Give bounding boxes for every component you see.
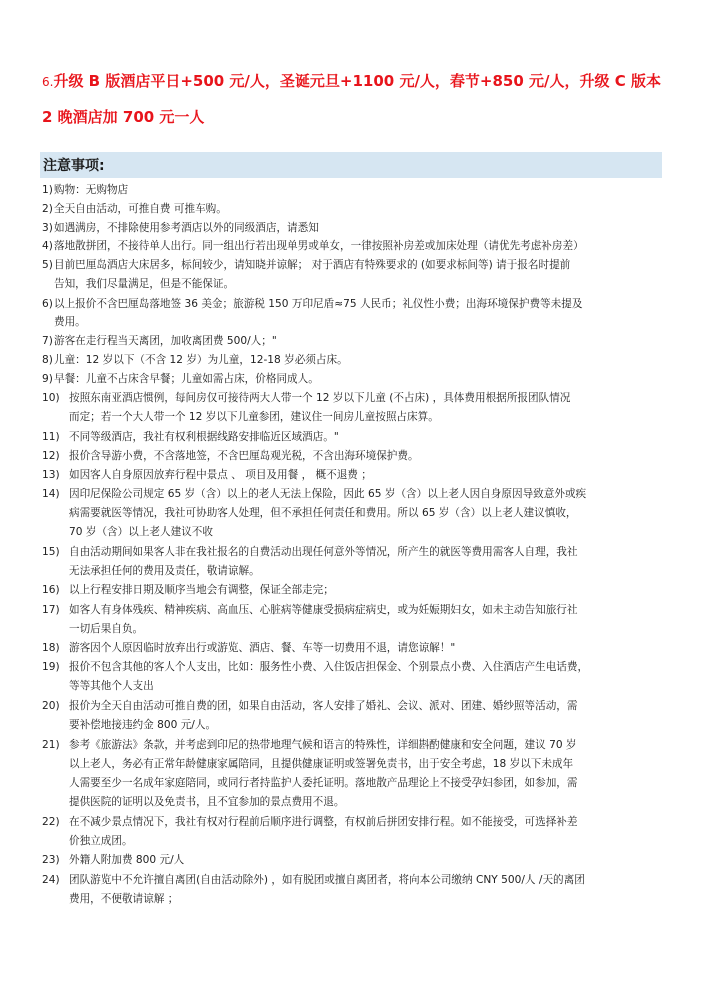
- note-text-line: 早餐：儿童不占床含早餐；儿童如需占床，价格同成人。: [54, 373, 319, 385]
- note-number: 2): [42, 203, 53, 215]
- note-text-line: 一切后果自负。: [69, 623, 144, 635]
- notes-title: 注意事项:: [43, 158, 105, 174]
- note-text-line: 目前巴厘岛酒店大床居多，标间较少，请知晓并谅解； 对于酒店有特殊要求的 (如要求标间等) 请于报名时提前: [54, 259, 571, 271]
- note-number: 20): [42, 700, 60, 712]
- upgrade-line-1: [42, 70, 672, 93]
- note-text-line: 以上老人，务必有正常年龄健康家属陪同，且提供健康证明或签署免责书，出于安全考虑，18 岁以下未成年: [69, 758, 574, 770]
- note-text-line: 等等其他个人支出: [69, 680, 154, 692]
- note-text-line: 如因客人自身原因放弃行程中景点 、 项目及用餐 ， 概不退费 ；: [69, 469, 372, 481]
- note-number: 21): [42, 739, 60, 751]
- note-text-line: 购物：无购物店: [54, 184, 129, 196]
- note-number: 12): [42, 450, 60, 462]
- note-text-line: 自由活动期间如果客人非在我社报名的自费活动出现任何意外等情况，所产生的就医等费用需客人自理，我社: [69, 546, 578, 558]
- note-text-line: 报价为全天自由活动可推自费的团，如果自由活动，客人安排了婚礼、会议、派对、团建、婚纱照等活动，需: [69, 700, 578, 712]
- note-number: 9): [42, 373, 53, 385]
- note-number: 15): [42, 546, 60, 558]
- note-text-line: 病需要就医等情况，我社可协助客人处理，但不承担任何责任和费用。所以 65 岁（含）以上老人建议慎收，: [69, 507, 577, 519]
- note-text-line: 要补偿地接违约金 800 元/人。: [69, 719, 217, 731]
- note-text-line: 游客因个人原因临时放弃出行或游览、酒店、餐、车等一切费用不退，请您谅解！": [69, 642, 456, 654]
- note-text-line: 人需要至少一名成年家庭陪同，或同行者持监护人委托证明。落地散产品理论上不接受孕妇参团，如参加，需: [69, 777, 578, 789]
- note-text-line: 不同等级酒店，我社有权利根据线路安排临近区域酒店。": [69, 431, 339, 443]
- note-number: 16): [42, 584, 60, 596]
- note-text-line: 团队游览中不允许擅自离团(自由活动除外) ，如有脱团或擅自离团者，将向本公司缴纳 CNY 500/人 /天的离团: [69, 874, 585, 886]
- note-text-line: 提供医院的证明以及免责书，且不宜参加的景点费用不退。: [69, 796, 345, 808]
- note-text-line: 无法承担任何的费用及责任，敬请谅解。: [69, 565, 260, 577]
- note-number: 6): [42, 298, 53, 310]
- note-text-line: 游客在走行程当天离团，加收离团费 500/人；": [54, 335, 277, 347]
- note-text-line: 如遇满房，不排除使用参考酒店以外的同级酒店，请悉知: [54, 222, 319, 234]
- note-text-line: 参考《旅游法》条款，并考虑到印尼的热带地理气候和语言的特殊性，详细斟酌健康和安全问题，建议 70 岁: [69, 739, 577, 751]
- note-number: 11): [42, 431, 60, 443]
- upgrade-number: 6.: [42, 75, 54, 89]
- note-text-line: 因印尼保险公司规定 65 岁（含）以上的老人无法上保险，因此 65 岁（含）以上老人因自身原因导致意外或疾: [69, 488, 587, 500]
- note-number: 5): [42, 259, 53, 271]
- note-number: 3): [42, 222, 53, 234]
- note-text-line: 以上报价不含巴厘岛落地签 36 美金；旅游税 150 万印尼盾≈75 人民币；礼仪性小费；出海环境保护费等未提及: [54, 298, 583, 310]
- notes-header-bar: [40, 152, 662, 178]
- note-text-line: 全天自由活动，可推自费 可推车购。: [54, 203, 227, 215]
- note-number: 17): [42, 604, 60, 616]
- note-text-line: 价独立成团。: [69, 835, 133, 847]
- note-text-line: 落地散拼团，不接待单人出行。同一组出行若出现单男或单女，一律按照补房差或加床处理（请优先考虑补房差）: [54, 240, 584, 252]
- note-number: 13): [42, 469, 60, 481]
- note-number: 19): [42, 661, 60, 673]
- note-number: 22): [42, 816, 60, 828]
- note-number: 18): [42, 642, 60, 654]
- note-text-line: 外籍人附加费 800 元/人: [69, 854, 185, 866]
- note-text-line: 儿童：12 岁以下（不含 12 岁）为儿童，12-18 岁必须占床。: [54, 354, 348, 366]
- note-text-line: 按照东南亚酒店惯例，每间房仅可接待两大人带一个 12 岁以下儿童 (不占床) ，具体费用根据所报团队情况: [69, 392, 571, 404]
- note-number: 14): [42, 488, 60, 500]
- note-text-line: 而定；若一个大人带一个 12 岁以下儿童参团，建议住一间房儿童按照占床算。: [69, 411, 439, 423]
- note-text-line: 告知，我们尽量满足，但是不能保证。: [54, 278, 235, 290]
- upgrade-text-2: 2 晚酒店加 700 元一人: [42, 108, 205, 126]
- note-number: 7): [42, 335, 53, 347]
- upgrade-text-1: 升级 B 版酒店平日+500 元/人，圣诞元旦+1100 元/人，春节+850 元/人，升级 C 版本: [53, 72, 661, 90]
- note-text-line: 在不减少景点情况下，我社有权对行程前后顺序进行调整，有权前后拼团安排行程。如不能接受，可选择补差: [69, 816, 578, 828]
- note-number: 10): [42, 392, 60, 404]
- note-text-line: 报价不包含其他的客人个人支出，比如：服务性小费、入住饭店担保金、个别景点小费、入住酒店产生电话费，: [69, 661, 589, 673]
- note-text-line: 费用。: [54, 316, 86, 328]
- note-number: 1): [42, 184, 53, 196]
- note-text-line: 报价含导游小费，不含落地签，不含巴厘岛观光税，不含出海环境保护费。: [69, 450, 419, 462]
- note-text-line: 如客人有身体残疾、精神疾病、高血压、心脏病等健康受损病症病史，或为妊娠期妇女，如未主动告知旅行社: [69, 604, 578, 616]
- note-number: 24): [42, 874, 60, 886]
- note-text-line: 70 岁（含）以上老人建议不收: [69, 526, 213, 538]
- note-text-line: 以上行程安排日期及顺序当地会有调整，保证全部走完；: [69, 584, 334, 596]
- note-number: 8): [42, 354, 53, 366]
- upgrade-line-2: [42, 106, 672, 128]
- note-number: 23): [42, 854, 60, 866]
- note-text-line: 费用，不便敬请谅解 ；: [69, 893, 179, 905]
- note-number: 4): [42, 240, 53, 252]
